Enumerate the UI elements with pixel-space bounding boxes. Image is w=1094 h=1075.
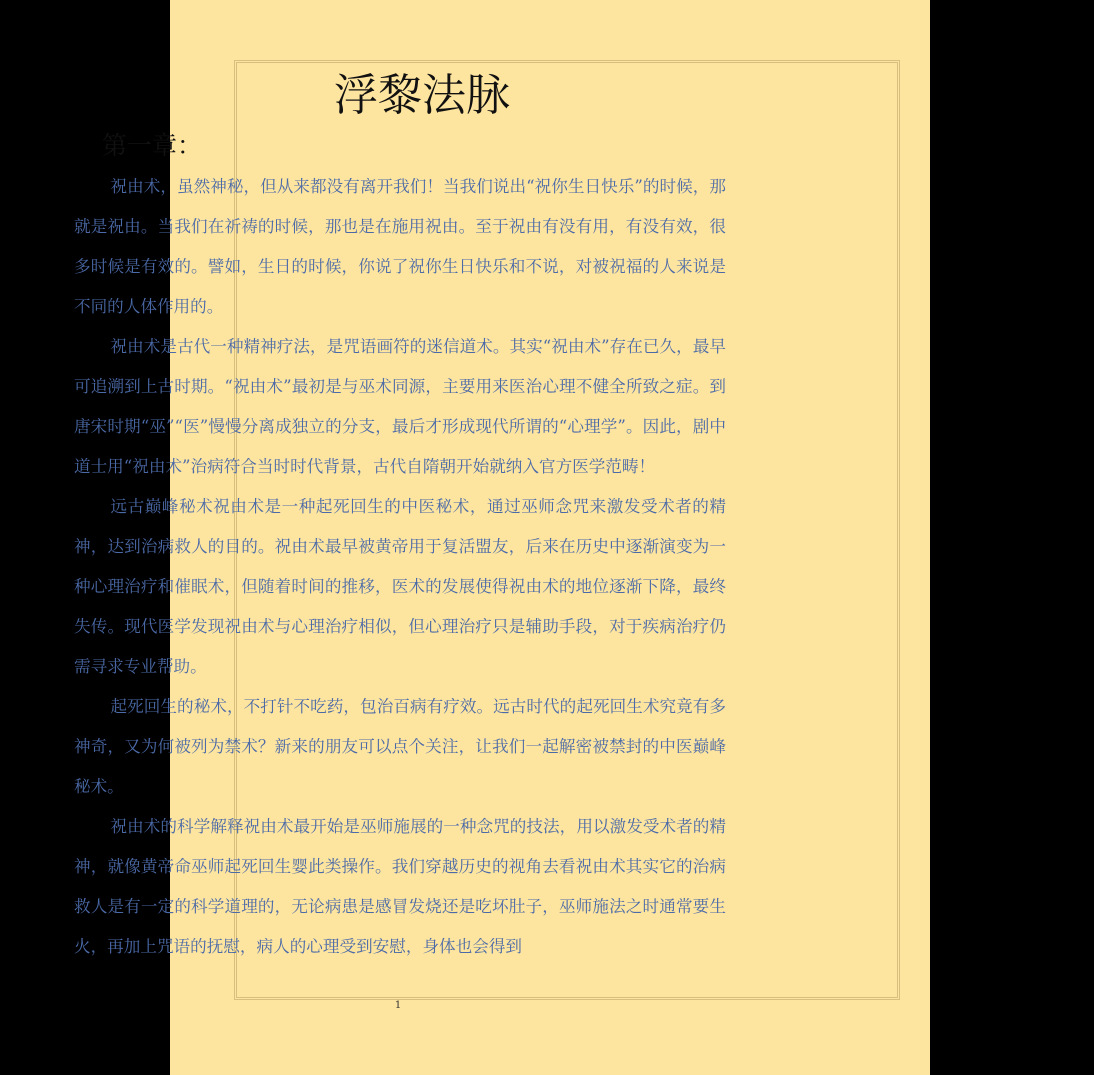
chapter-heading: 第一章： [102,131,203,160]
document-title: 浮黎法脉 [334,70,510,121]
paragraph-3: 远古巅峰秘术祝由术是一种起死回生的中医秘术，通过巫师念咒来激发受术者的精神，达到治病救人的目的。祝由术最早被黄帝用于复活盟友，后来在历史中逐渐演变为一种心理治疗和催眠术，但随着时间的推移，医术的发展使得祝由术的地位逐渐下降，最终失传。现代医学发现祝由术与心理治疗相似，但心理治疗只是辅助手段，对于疾病治疗仍需寻求专业帮助。 [74,497,726,676]
paragraph-5: 祝由术的科学解释祝由术最开始是巫师施展的一种念咒的技法，用以激发受术者的精神，就像黄帝命巫师起死回生婴此类操作。我们穿越历史的视角去看祝由术其实它的治病救人是有一定的科学道理的，无论病患是感冒发烧还是吃坏肚子，巫师施法之时通常要生火，再加上咒语的抚慰，病人的心理受到安慰，身体也会得到 [74,817,726,956]
paragraph-4: 起死回生的秘术，不打针不吃药，包治百病有疗效。远古时代的起死回生术究竟有多神奇，又为何被列为禁术？新来的朋友可以点个关注，让我们一起解密被禁封的中医巅峰秘术。 [74,697,726,796]
paragraph-2: 祝由术是古代一种精神疗法，是咒语画符的迷信道术。其实“祝由术”存在已久，最早可追溯到上古时期。“祝由术”最初是与巫术同源，主要用来医治心理不健全所致之症。到唐宋时期“巫”“医”慢慢分离成独立的分支，最后才形成现代所谓的“心理学”。因此，剧中道士用“祝由术”治病符合当时时代背景，古代自隋朝开始就纳入官方医学范畴！ [74,337,726,476]
paragraph-1: 祝由术，虽然神秘，但从来都没有离开我们！当我们说出“祝你生日快乐”的时候，那就是祝由。当我们在祈祷的时候，那也是在施用祝由。至于祝由有没有用，有没有效，很多时候是有效的。譬如，生日的时候，你说了祝你生日快乐和不说，对被祝福的人来说是不同的人体作用的。 [74,177,726,316]
document-body [74,167,726,999]
page-number: 1 [394,1000,402,1011]
